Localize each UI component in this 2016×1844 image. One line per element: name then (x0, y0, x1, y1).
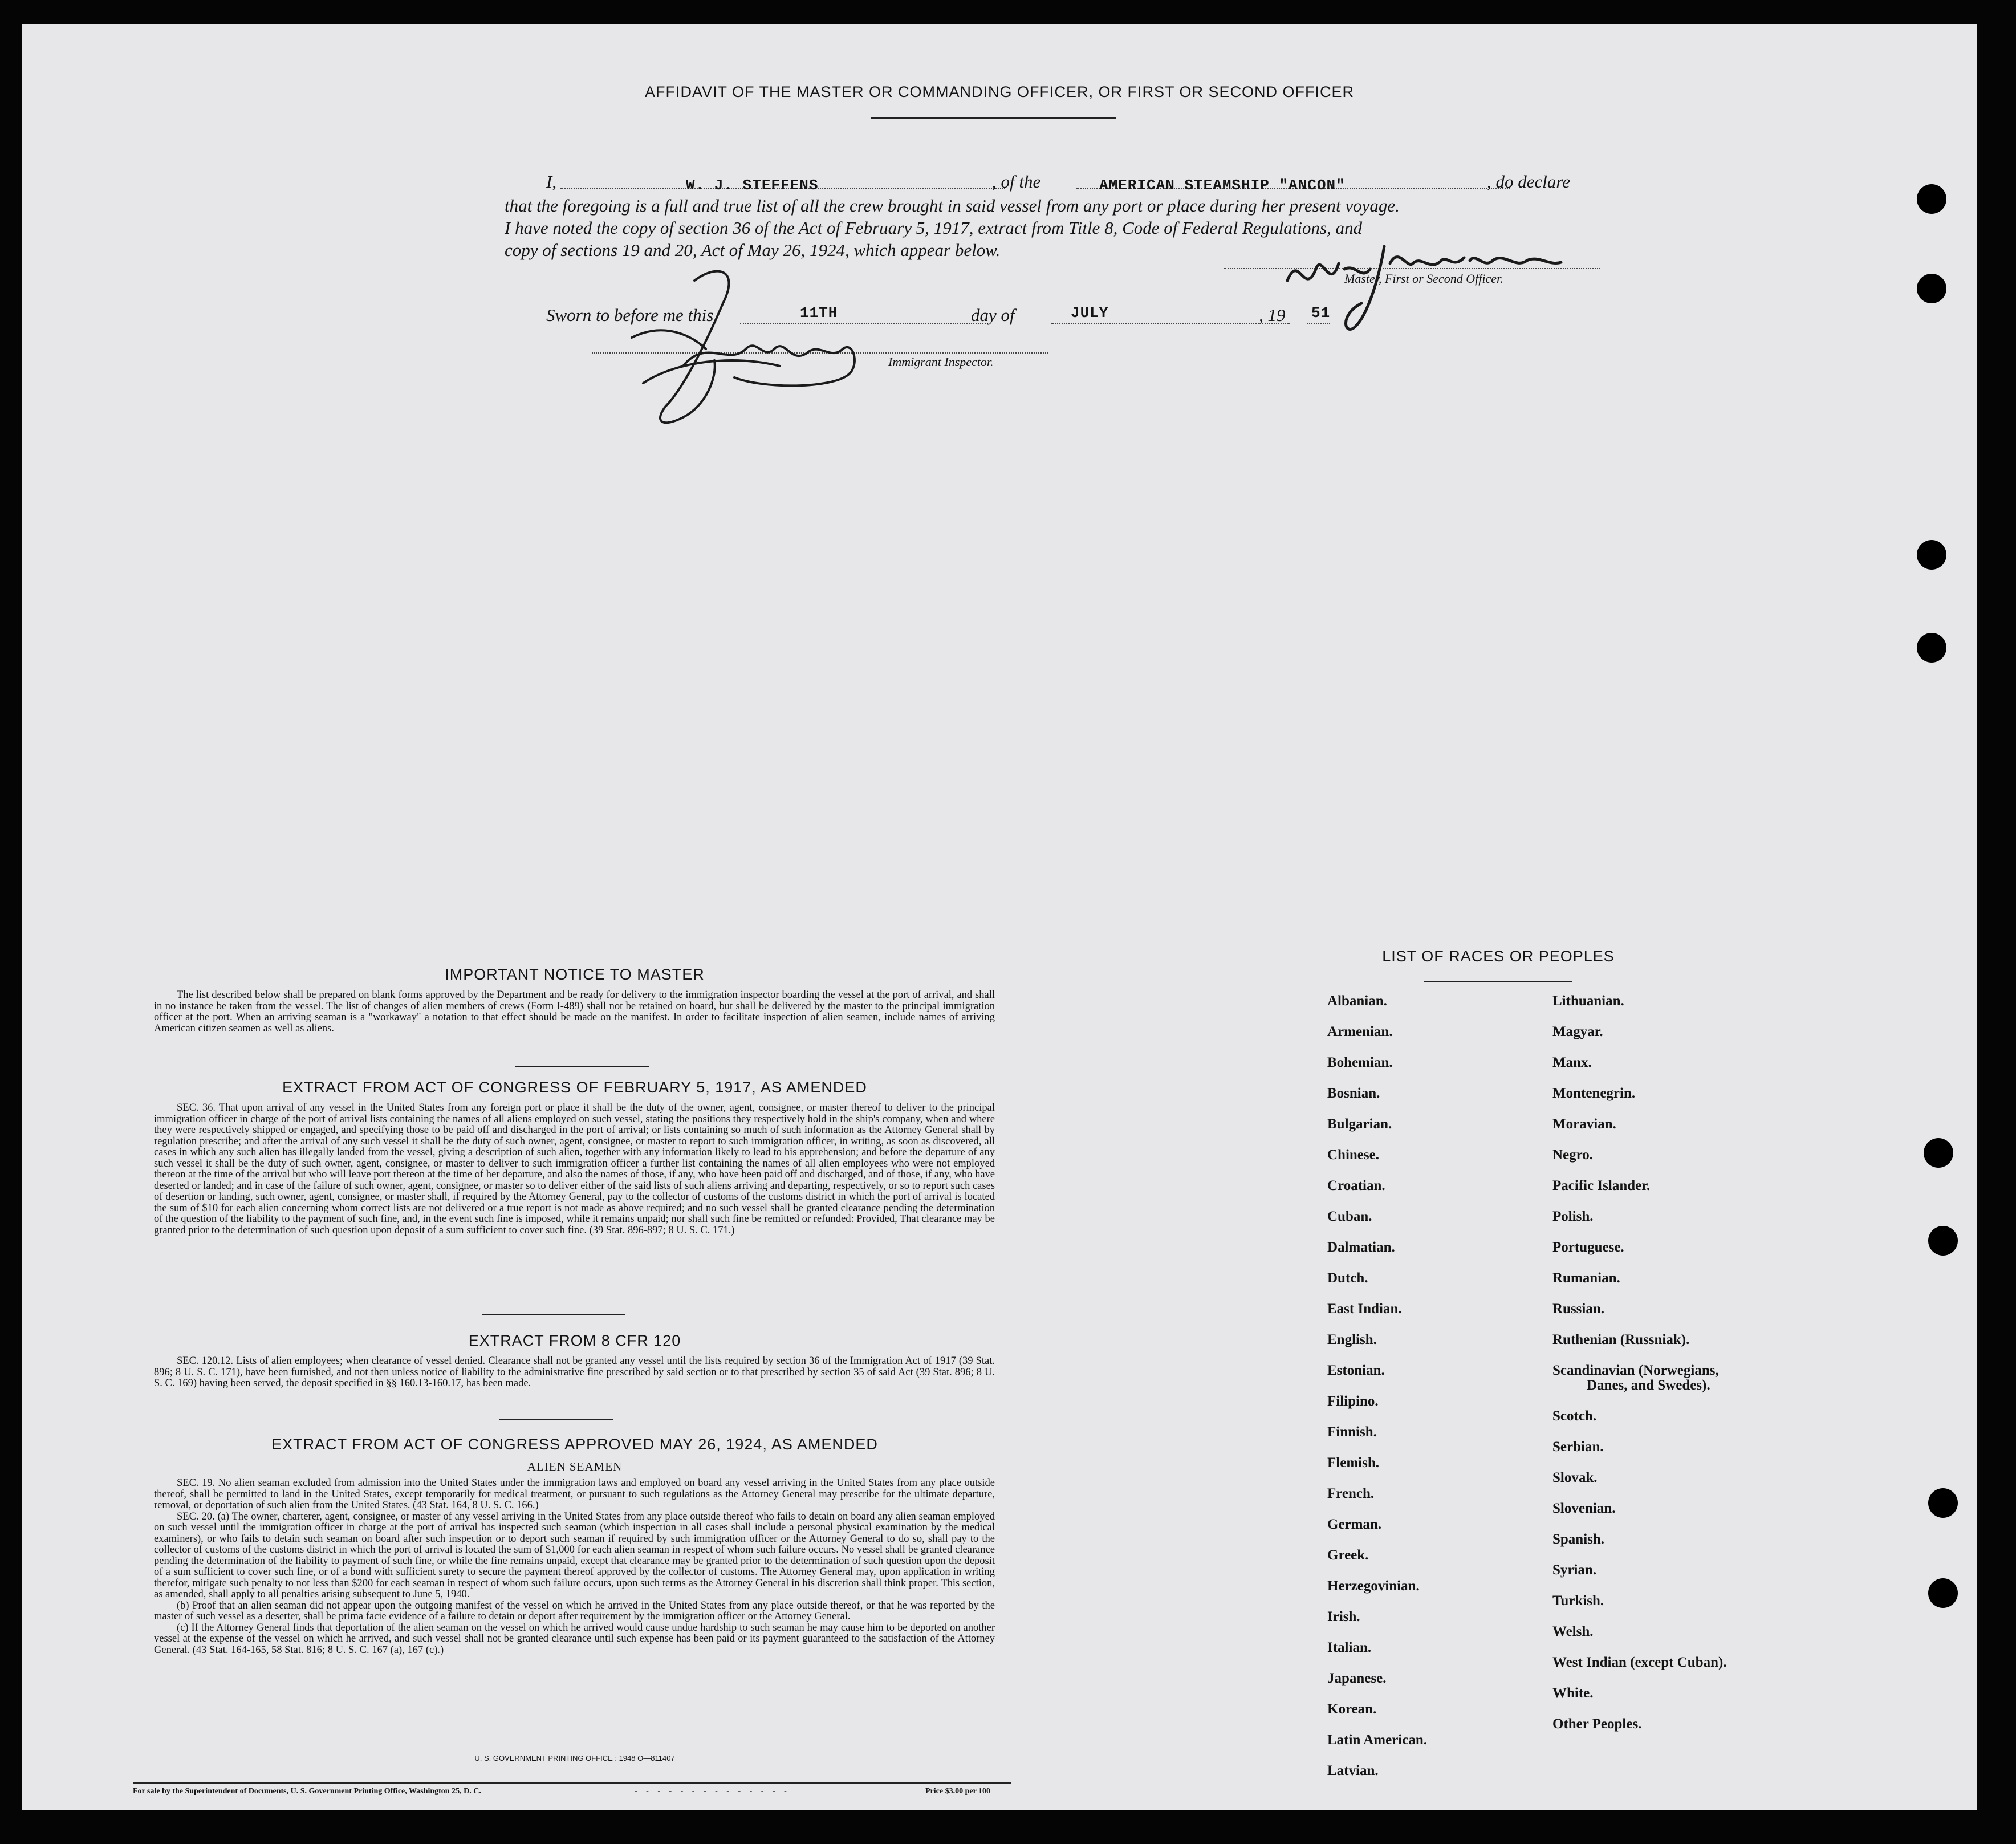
race-item: Japanese. (1327, 1671, 1387, 1686)
race-item: English. (1327, 1332, 1377, 1347)
race-item: German. (1327, 1517, 1382, 1532)
notice-heading: IMPORTANT NOTICE TO MASTER (445, 966, 705, 983)
sec-19-paragraph: SEC. 19. No alien seaman excluded from admission into the United States under the immigration laws and employed on board any vessel arriving in the United States from any place outside thereof, shall be permitted to land in the United States, except temporarily for medical treatment, or pursuant to such regulations as the Attorney General may prescribe for the ultimate departure, removal, or deportation of such alien from the United States. (43 Stat. 164, 8 U. S. C. 166.) (154, 1477, 995, 1511)
race-item: Negro. (1552, 1147, 1594, 1163)
form-sheet (22, 24, 1977, 1810)
notice-body: The list described below shall be prepared on blank forms approved by the Department and be ready for delivery to the immigration inspector boarding the vessel at the port of arrival, and shall in no instance be taken from the vessel. The list of changes of alien members of crews (Form I-489) shall not be retained on board, but shall be delivered by the master to the principal immigration officer at the port. When an arriving seaman is a "workaway" a notation to that effect should be made on the manifest. In order to facilitate inspection of alien seamen, include names of arriving American citizen seamen as well as aliens. (154, 989, 995, 1034)
declaration-line-3: I have noted the copy of section 36 of the Act of February 5, 1917, extract from Title 8, Code of Federal Regulations, and (505, 218, 1363, 238)
punch-hole (1924, 1138, 1953, 1168)
race-item: Estonian. (1327, 1363, 1385, 1378)
sale-line (133, 1787, 1011, 1800)
affidavit-title: AFFIDAVIT OF THE MASTER OR COMMANDING OFFICER, OR FIRST OR SECOND OFFICER (644, 83, 1355, 100)
sec-20c-paragraph: (c) If the Attorney General finds that deportation of the alien seaman on the vessel on which he arrived would cause undue hardship to such seaman he may cause him to be deported on another vessel at the expense of the vessel on which he arrived, and such vessel shall not be granted clearance until such expense has been paid or its payment guaranteed to the satisfaction of the Attorney General. (43 Stat. 164-165, 58 Stat. 816; 8 U. S. C. 167 (a), 167 (c).) (154, 1622, 995, 1656)
race-item: West Indian (except Cuban). (1552, 1655, 1727, 1670)
races-heading: LIST OF RACES OR PEOPLES (1382, 948, 1615, 965)
sale-text: For sale by the Superintendent of Documents, U. S. Government Printing Office, Washington 25, D. C. (133, 1787, 481, 1796)
extract-1924-body (154, 1478, 995, 1656)
race-item: Bulgarian. (1327, 1116, 1392, 1132)
declaration (22, 161, 1977, 263)
race-item: Russian. (1552, 1301, 1605, 1317)
sec-20a-paragraph: SEC. 20. (a) The owner, charterer, agent, consignee, or master of any vessel arriving in the United States from any place outside thereof who fails to detain on board any alien seaman employed on such vessel until the immigration officer in charge at the port of arrival has inspected such seaman (which inspection in all cases shall include a personal physical examination by the medical examiners), or who fails to detain such seaman on board after such inspection or to deport such seaman if required by such immigration officer or the Attorney General to do so, shall pay to the collector of customs of the customs district in which the port of arrival is located the sum of $1,000 for each alien seaman in respect of whom such failure occurs. No vessel shall be granted clearance pending the determination of the liability to payment of such fine, or while the fine remains unpaid, except that clearance may be granted prior to the determination of such question upon the deposit of a sum sufficient to cover such fine, or of a bond with sufficient surety to secure the payment thereof approved by the collector of customs. The Attorney General may, upon application in writing therefor, mitigate such penalty to not less than $200 for each seaman in respect of whom such failure occurs, upon such terms as the Attorney General in his discretion shall think proper. This section, as amended, shall apply to all penalties arising subsequent to June 5, 1940. (154, 1510, 995, 1600)
title-rule (871, 117, 1116, 119)
races-right-column (1552, 993, 1815, 1803)
inspector-caption: Immigrant Inspector. (888, 355, 994, 369)
sec-20b-paragraph: (b) Proof that an alien seaman did not appear upon the outgoing manifest of the vessel on which he arrived in the United States from any place outside thereof, or that he was reported by the master of such vessel as a deserter, shall be prima facie evidence of a failure to detain or deport after requirement by the immigration officer or the Attorney General. (154, 1599, 995, 1622)
race-item: Filipino. (1327, 1394, 1379, 1409)
punch-hole (1917, 633, 1946, 663)
price-text: Price $3.00 per 100 (925, 1787, 991, 1796)
race-item: Dutch. (1327, 1270, 1368, 1286)
race-item: Scandinavian (Norwegians, (1552, 1363, 1719, 1378)
race-item: Armenian. (1327, 1024, 1393, 1039)
punch-hole (1928, 1226, 1958, 1256)
notice-rule (515, 1066, 649, 1067)
sworn-line (22, 292, 1977, 326)
year-value: 51 (1311, 304, 1331, 322)
race-item: Italian. (1327, 1640, 1372, 1655)
race-item: Danes, and Swedes). (1587, 1378, 1710, 1393)
extract-1924-heading: EXTRACT FROM ACT OF CONGRESS APPROVED MAY 26, 1924, AS AMENDED (271, 1436, 878, 1453)
of-the-label: , of the (992, 172, 1041, 192)
race-item: Bohemian. (1327, 1055, 1393, 1070)
race-item: Latvian. (1327, 1763, 1379, 1778)
vessel-value: AMERICAN STEAMSHIP "ANCON" (1099, 177, 1346, 194)
race-item: French. (1327, 1486, 1375, 1501)
race-item: Irish. (1327, 1609, 1360, 1624)
master-signature (1276, 229, 1595, 343)
gpo-imprint: U. S. GOVERNMENT PRINTING OFFICE : 1948 O—811407 (474, 1754, 675, 1762)
extract-1917-heading: EXTRACT FROM ACT OF CONGRESS OF FEBRUARY 5, 1917, AS AMENDED (282, 1079, 867, 1096)
declaration-line-4: copy of sections 19 and 20, Act of May 26, 1924, which appear below. (505, 240, 1001, 260)
race-item: Croatian. (1327, 1178, 1385, 1193)
race-item: Slovenian. (1552, 1501, 1616, 1516)
race-item: Turkish. (1552, 1593, 1604, 1609)
race-item: Portuguese. (1552, 1240, 1624, 1255)
sale-dashes: - - - - - - - - - - - - - - (635, 1787, 790, 1796)
declaration-i: I, (546, 172, 557, 192)
race-item: East Indian. (1327, 1301, 1402, 1317)
race-item: Greek. (1327, 1548, 1369, 1563)
race-item: Slovak. (1552, 1470, 1598, 1485)
do-declare-label: , do declare (1487, 172, 1571, 192)
race-item: Magyar. (1552, 1024, 1603, 1039)
race-item: Ruthenian (Russniak). (1552, 1332, 1690, 1347)
race-item: Other Peoples. (1552, 1716, 1642, 1732)
race-item: Finnish. (1327, 1424, 1377, 1440)
races-left-column (1327, 993, 1544, 1803)
race-item: Korean. (1327, 1701, 1377, 1717)
declaration-line-2: that the foregoing is a full and true list of all the crew brought in said vessel from any port or place during her present voyage. (505, 196, 1400, 216)
race-item: Spanish. (1552, 1532, 1605, 1547)
race-item: Bosnian. (1327, 1086, 1380, 1101)
extract-8cfr-body: SEC. 120.12. Lists of alien employees; when clearance of vessel denied. Clearance shall not be granted any vessel until the lists required by section 36 of the Immigration Act of 1917 (39 Stat. 896; 8 U. S. C. 171), have been furnished, and not then unless notice of liability to the administrative fine prescribed by said section or to that prescribed by section 35 of said Act (39 Stat. 896; 8 U. S. C. 169) having been served, the deposit specified in §§ 160.13-160.17, has been made. (154, 1355, 995, 1389)
punch-hole (1917, 184, 1946, 214)
punch-hole (1917, 274, 1946, 303)
extract-1917-rule (482, 1314, 625, 1315)
race-item: Herzegovinian. (1327, 1578, 1420, 1594)
race-item: Albanian. (1327, 993, 1387, 1009)
footer-rule (133, 1782, 1011, 1784)
race-item: White. (1552, 1685, 1594, 1701)
inspector-signature (620, 252, 894, 446)
race-item: Pacific Islander. (1552, 1178, 1651, 1193)
race-item: Serbian. (1552, 1439, 1604, 1455)
race-item: Welsh. (1552, 1624, 1594, 1639)
master-name-value: W. J. STEFFENS (686, 177, 819, 194)
sworn-label: Sworn to before me this (546, 305, 714, 325)
race-item: Latin American. (1327, 1732, 1427, 1748)
race-item: Rumanian. (1552, 1270, 1620, 1286)
race-item: Polish. (1552, 1209, 1594, 1224)
punch-hole (1928, 1488, 1958, 1518)
year-prefix: , 19 (1259, 305, 1286, 325)
race-item: Chinese. (1327, 1147, 1379, 1163)
punch-hole (1917, 540, 1946, 570)
race-item: Dalmatian. (1327, 1240, 1395, 1255)
extract-1917-body: SEC. 36. That upon arrival of any vessel in the United States from any foreign port or place it shall be the duty of the owner, agent, consignee, or master thereof to deliver to the principal immigration officer in charge of the port of arrival lists containing the names of all aliens employed on such vessel, stating the positions they respectively hold in the ship's company, when and where they were respectively shipped or engaged, and specifying those to be paid off and discharged in the port of arrival; or lists containing so much of such information as the Attorney General shall by regulation prescribe; and after the arrival of any such vessel it shall be the duty of such owner, agent, consignee, or master to report to such immigration officer, in writing, as soon as discovered, all cases in which any such alien has illegally landed from the vessel, giving a description of such alien, together with any information likely to lead to his apprehension; and before the departure of any such vessel it shall be the duty of such owner, agent, consignee, or master to deliver to such immigration officer a further list containing the names of all alien employees who were not employed thereon at the time of the arrival but who will leave port thereon at the time of her departure, and also the names of those, if any, who have been paid off and discharged, and of those, if any, who have deserted or landed; and in case of the failure of such owner, agent, consignee, or master so to deliver either of the said lists of such aliens arriving and departing, respectively, or so to report such cases of desertion or landing, such owner, agent, consignee, or master shall, if required by the Attorney General, pay to the collector of customs of the customs district in which the port of arrival is located the sum of $10 for each alien concerning whom correct lists are not delivered or a true report is not made as above required; and no such vessel shall be granted clearance pending the determination of the question of the liability to the payment of such fine, and, in the event such fine is imposed, while it remains unpaid; nor shall such fine be remitted or refunded: Provided, That clearance may be granted prior to the determination of such question upon deposit of a sum sufficient to cover such fine. (39 Stat. 896-897; 8 U. S. C. 171.) (154, 1102, 995, 1236)
race-item: Syrian. (1552, 1562, 1597, 1578)
extract-8cfr-rule (499, 1419, 613, 1420)
race-item: Manx. (1552, 1055, 1592, 1070)
race-item: Moravian. (1552, 1116, 1616, 1132)
race-item: Scotch. (1552, 1408, 1597, 1424)
day-value: 11TH (800, 304, 838, 322)
race-item: Flemish. (1327, 1455, 1379, 1471)
punch-hole (1928, 1578, 1958, 1608)
race-item: Montenegrin. (1552, 1086, 1636, 1101)
race-item: Lithuanian. (1552, 993, 1624, 1009)
day-of-label: day of (971, 305, 1015, 325)
master-caption: Master, First or Second Officer. (1344, 271, 1503, 286)
races-rule (1424, 981, 1572, 982)
extract-8cfr-heading: EXTRACT FROM 8 CFR 120 (468, 1332, 681, 1349)
extract-1924-subheading: ALIEN SEAMEN (527, 1460, 623, 1473)
month-value: JULY (1071, 304, 1109, 322)
race-item: Cuban. (1327, 1209, 1372, 1224)
